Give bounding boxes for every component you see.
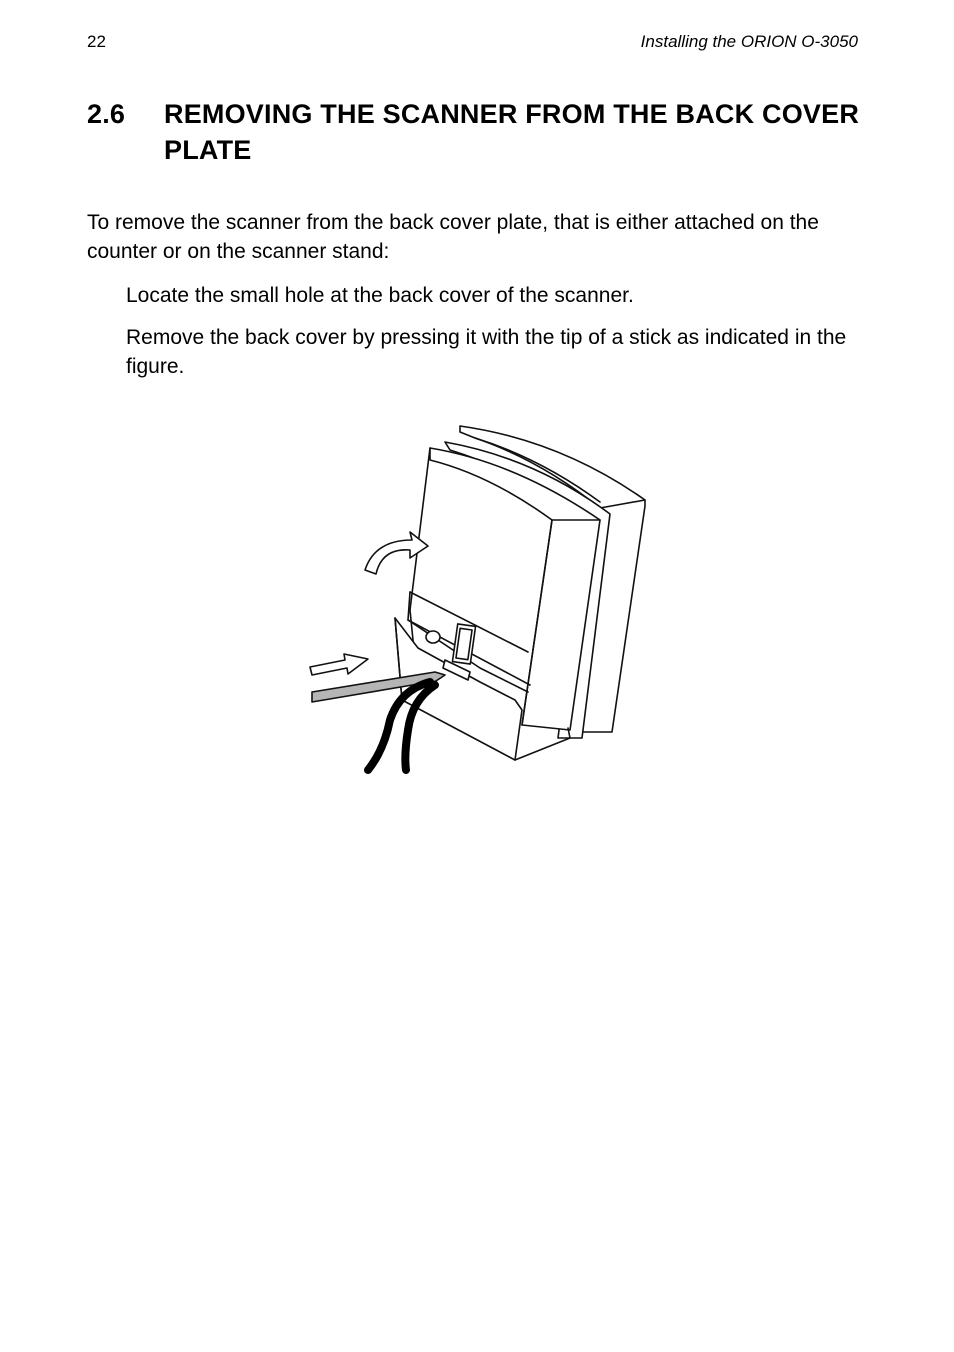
section-heading	[87, 96, 867, 168]
step-1: Locate the small hole at the back cover of the scanner.	[126, 284, 634, 307]
step-2: Remove the back cover by pressing it with the tip of a stick as indicated in the figure.	[126, 326, 847, 378]
intro-paragraph: To remove the scanner from the back cover plate, that is either attached on the counter or on the scanner stand:	[87, 211, 819, 263]
curved-arrow-icon	[365, 532, 428, 574]
scanner-illustration	[300, 420, 650, 775]
page-number: 22	[87, 32, 106, 51]
small-hole	[426, 631, 440, 643]
straight-arrow-icon	[310, 654, 368, 675]
section-title: REMOVING THE SCANNER FROM THE BACK COVER PLATE	[164, 99, 860, 165]
figure-scanner-back-cover	[300, 420, 650, 775]
running-header: Installing the ORION O-3050	[640, 32, 858, 51]
section-number: 2.6	[87, 99, 126, 129]
